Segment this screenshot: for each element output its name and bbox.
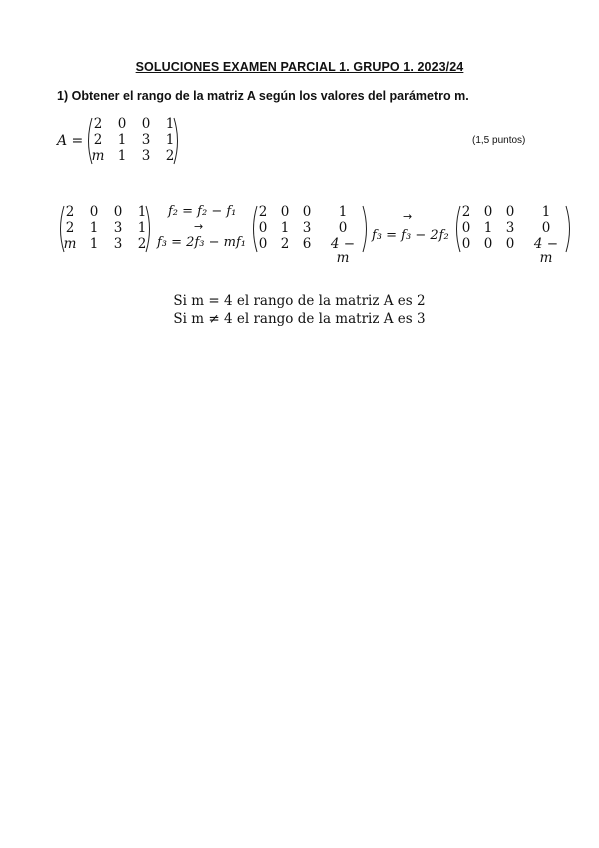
matrix-cell: 0 [483,236,493,252]
matrix-cell: 6 [302,236,312,252]
points-label: (1,5 puntos) [472,135,526,146]
question-text: Obtener el rango de la matriz A según los valores del parámetro m. [71,89,469,103]
matrix-step-1 [56,204,154,254]
matrix-cell: 0 [302,204,312,220]
conclusion-2-text: Si m ≠ 4 el rango de la matriz A es 3 [173,311,426,327]
matrix-cell: 1 [165,116,175,132]
matrix-cell: 2 [165,148,175,164]
matrix-cell: 3 [302,220,312,236]
matrix-cell: 3 [505,220,515,236]
right-paren [566,206,570,252]
matrix-cell: 2 [65,204,75,220]
arrow-icon: → [403,210,413,223]
matrix-cell: 1 [541,204,551,220]
matrix-step-3 [452,204,574,266]
row-operation-3 [372,229,449,242]
matrix-cell: 1 [165,132,175,148]
matrix-step-2 [249,204,371,266]
matrix-cell: 2 [137,236,147,252]
matrix-cell: 3 [113,220,123,236]
matrix-cell: 3 [113,236,123,252]
matrix-cell: 2 [93,132,103,148]
matrix-cell: 1 [89,236,99,252]
row-operation-1-bottom: f₃ = 2f₃ − mf₁ [157,235,246,250]
page-title: SOLUCIONES EXAMEN PARCIAL 1. GRUPO 1. 2023/24 [135,60,464,74]
matrix-a-label: A = [57,133,84,149]
matrix-cell: 2 [280,236,290,252]
matrix-cell: 3 [141,148,151,164]
matrix-cell: 0 [113,204,123,220]
row-operation-1-top: f₂ = f₂ − f₁ [168,204,237,219]
matrix-cell: m [91,148,105,164]
right-paren [363,206,367,252]
matrix-cell: 0 [117,116,127,132]
row-operation-2 [157,236,246,249]
row-operation-1 [168,205,236,218]
matrix-cell: m [63,236,77,252]
matrix-cell: 0 [505,236,515,252]
matrix-cell: 0 [141,116,151,132]
matrix-cell: 1 [89,220,99,236]
row-operation-2-text: f₃ = f₃ − 2f₂ [372,228,449,243]
matrix-cell: 1 [117,132,127,148]
matrix-cell: 0 [483,204,493,220]
matrix-cell: 0 [505,204,515,220]
matrix-cell: 2 [93,116,103,132]
question-1 [57,89,469,103]
matrix-cell: 0 [258,220,268,236]
matrix-cell: 4 − m [533,236,559,266]
matrix-cell: 0 [461,220,471,236]
matrix-cell: 1 [280,220,290,236]
matrix-cell: 2 [258,204,268,220]
matrix-cell: 2 [461,204,471,220]
matrix-a [84,116,182,166]
matrix-cell: 0 [89,204,99,220]
matrix-cell: 3 [141,132,151,148]
matrix-cell: 1 [137,220,147,236]
matrix-cell: 1 [338,204,348,220]
matrix-cell: 1 [483,220,493,236]
matrix-cell: 0 [258,236,268,252]
arrow-icon: → [194,220,204,233]
matrix-cell: 0 [280,204,290,220]
conclusion-1 [0,295,599,309]
question-number: 1) [57,89,69,103]
matrix-cell: 2 [65,220,75,236]
conclusion-2 [0,313,599,327]
matrix-cell: 4 − m [330,236,356,266]
matrix-cell: 0 [338,220,348,236]
matrix-cell: 0 [541,220,551,236]
matrix-cell: 1 [137,204,147,220]
matrix-cell: 0 [461,236,471,252]
matrix-cell: 1 [117,148,127,164]
conclusion-1-text: Si m = 4 el rango de la matriz A es 2 [173,293,426,309]
